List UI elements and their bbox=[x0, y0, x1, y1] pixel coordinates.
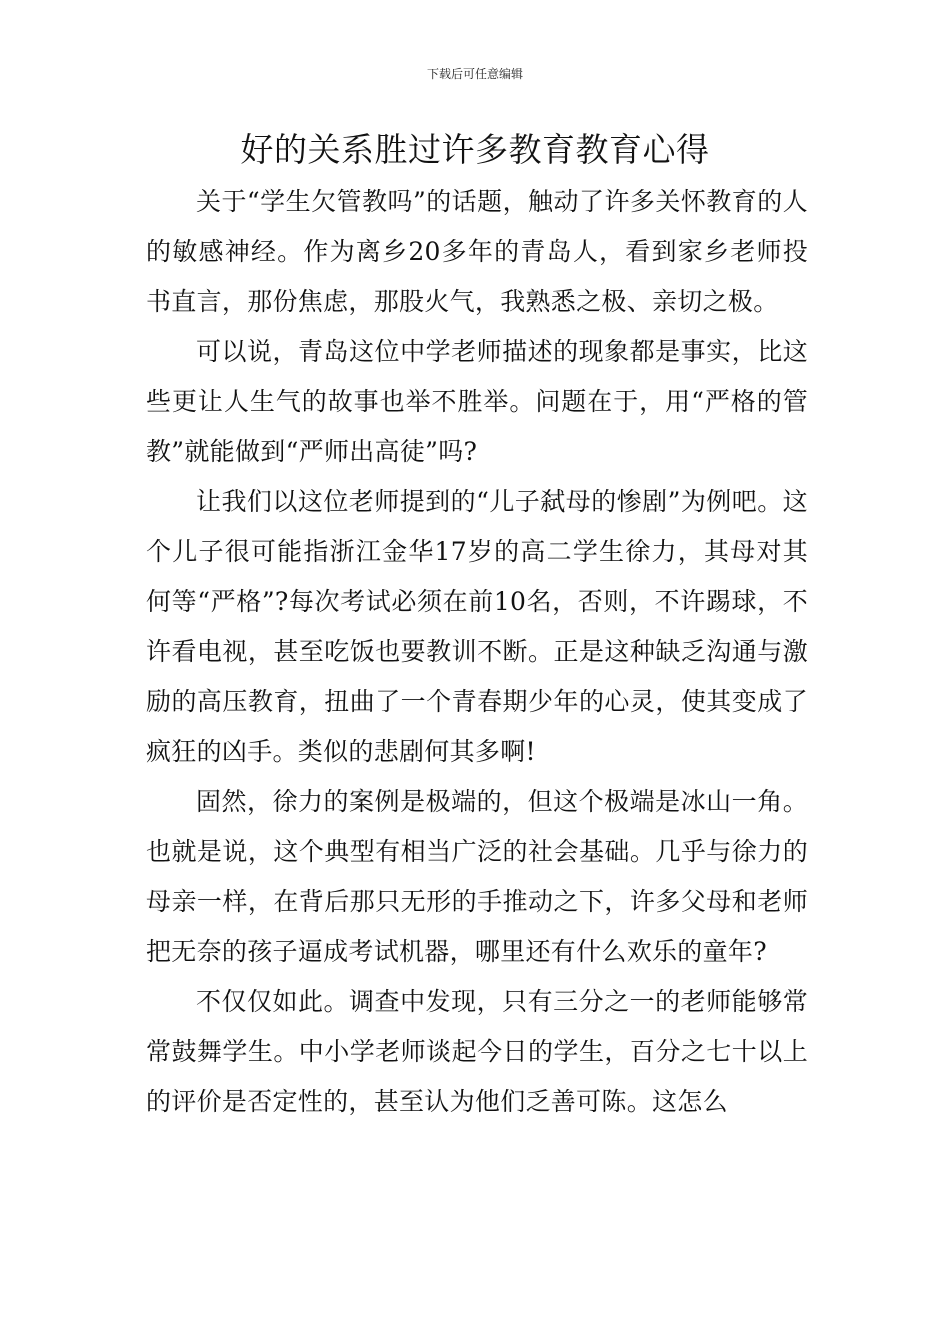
paragraph: 固然，徐力的案例是极端的，但这个极端是冰山一角。也就是说，这个典型有相当广泛的社会基础。几乎与徐力的母亲一样，在背后那只无形的手推动之下，许多父母和老师把无奈的孩子逼成考试机器，哪里还有什么欢乐的童年? bbox=[146, 787, 808, 966]
paragraph: 让我们以这位老师提到的“儿子弑母的惨剧”为例吧。这个儿子很可能指浙江金华17岁的高二学生徐力，其母对其何等“严格”?每次考试必须在前10名，否则，不许踢球，不许看电视，甚至吃饭也要教训不断。正是这种缺乏沟通与激励的高压教育，扭曲了一个青春期少年的心灵，使其变成了疯狂的凶手。类似的悲剧何其多啊! bbox=[146, 487, 808, 766]
document-body bbox=[146, 177, 808, 1127]
paragraph: 可以说，青岛这位中学老师描述的现象都是事实，比这些更让人生气的故事也举不胜举。问题在于，用“严格的管教”就能做到“严师出高徒”吗? bbox=[146, 337, 808, 466]
paragraph: 关于“学生欠管教吗”的话题，触动了许多关怀教育的人的敏感神经。作为离乡20多年的青岛人，看到家乡老师投书直言，那份焦虑，那股火气，我熟悉之极、亲切之极。 bbox=[146, 187, 808, 316]
paragraph: 不仅仅如此。调查中发现，只有三分之一的老师能够常常鼓舞学生。中小学老师谈起今日的学生，百分之七十以上的评价是否定性的，甚至认为他们乏善可陈。这怎么 bbox=[146, 987, 808, 1116]
document-title: 好的关系胜过许多教育教育心得 bbox=[240, 130, 710, 169]
page-header-note: 下载后可任意编辑 bbox=[426, 67, 523, 81]
